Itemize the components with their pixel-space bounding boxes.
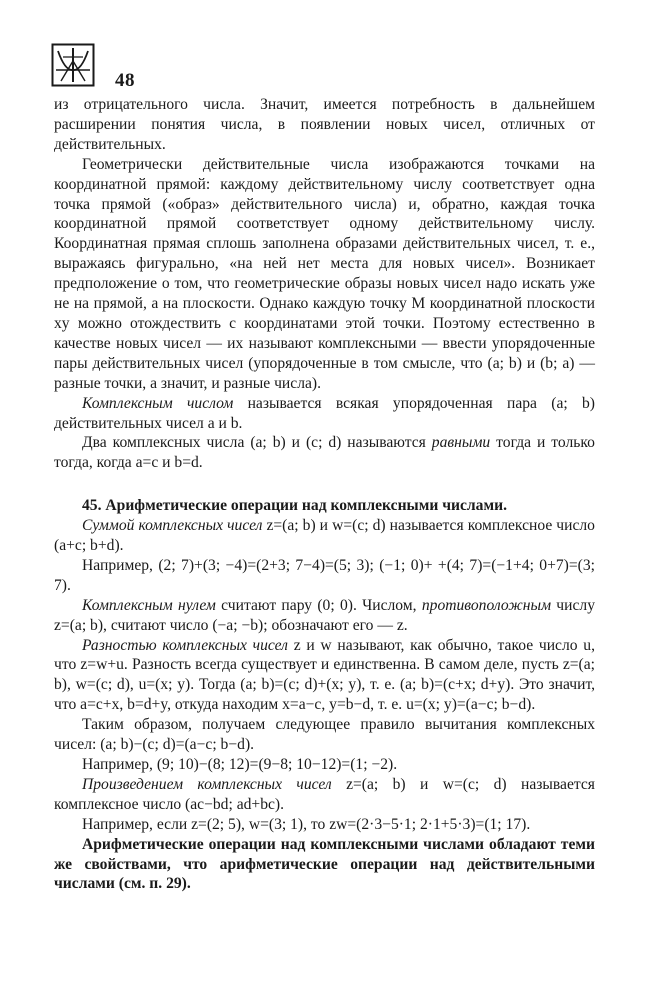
paragraph-difference-example: Например, (9; 10)−(8; 12)=(9−8; 10−12)=(1; −2). — [82, 756, 398, 773]
term-product: Произведением комплексных чисел — [82, 775, 332, 793]
paragraph-sum-definition — [54, 516, 595, 556]
zero-text: считают пару (0; 0). Числом, — [215, 596, 422, 614]
term-opposite: противоположным — [421, 596, 552, 614]
paragraph-equality — [54, 433, 595, 473]
page-text — [54, 95, 595, 894]
paragraph-difference-rule: Таким образом, получаем следующее правило вычитания комплексных чисел: (a; b)−(c; d)=(a−c; b−d). — [54, 716, 595, 754]
term-zero: Комплексным нулем — [82, 596, 216, 614]
book-emblem-icon — [51, 43, 95, 87]
product-text: z=(a; b) и w=(c; d) называется комплексное число (ac−bd; ad+bc). — [54, 775, 595, 813]
difference-text: z и w называют, как обычно, такое число u, что z=w+u. Разность всегда существует и единственна. В самом деле, пусть z=(a; b), w=(c; d), u=(x; y). Тогда (a; b)=(c; d)+(x; y), т. е. (a; b)=(c+x; d+y). Это значит, что a=c+x, b=d+y, откуда находим x=a−c, y=b−d, т. е. u=(x; y)=(a−c; b−d). — [54, 636, 595, 714]
definition-text: называется всякая упорядоченная пара (a; b) действительных чисел a и b. — [54, 394, 595, 432]
equality-text-start: Два комплексных числа (a; b) и (c; d) называются — [82, 434, 432, 452]
paragraph-geometric: Геометрически действительные числа изображаются точками на координатной прямой: каждому действительному числу соответствует одна точка прямой («образ» действительного числа) и, обратно, каждая точка координатной прямой соответствует одному действительному числу. Координатная прямая сплошь заполнена образами действительных чисел, т. е., выражаясь фигурально, «на ней нет места для новых чисел». Возникает предположение о том, что геометрические образы новых чисел надо искать уже не на прямой, а на плоскости. Однако каждую точку M координатной плоскости xy можно отождествить с координатами этой точки. Поэтому естественно в качестве новых чисел — их называют комплексными — ввести упорядоченные пары действительных чисел (упорядоченные в том смысле, что (a; b) и (b; a) — разные точки, а значит, и разные числа). — [54, 155, 595, 392]
term-difference: Разностью комплексных чисел — [82, 636, 288, 654]
paragraph-product-definition — [54, 775, 595, 815]
paragraph-properties: Арифметические операции над комплексными числами обладают теми же свойствами, что арифметические операции над действительными числами (см. п. 29). — [54, 835, 595, 893]
section-heading: 45. Арифметические операции над комплексными числами. — [82, 497, 507, 515]
paragraph-sum-example: Например, (2; 7)+(3; −4)=(2+3; 7−4)=(5; 3); (−1; 0)+ +(4; 7)=(−1+4; 0+7)=(3; 7). — [54, 556, 595, 594]
term-equal: равными — [431, 434, 491, 452]
paragraph-continuation: из отрицательного числа. Значит, имеется потребность в дальнейшем расширении понятия числа, в появлении новых чисел, отличных от действительных. — [54, 96, 595, 153]
sum-text: z=(a; b) и w=(c; d) называется комплексное число (a+c; b+d). — [54, 517, 595, 555]
paragraph-difference — [54, 636, 595, 716]
paragraph-definition-complex — [54, 394, 595, 434]
term-complex-number: Комплексным числом — [82, 394, 234, 412]
equality-text-rest: тогда и только тогда, когда a=c и b=d. — [54, 434, 595, 472]
term-sum: Суммой комплексных чисел — [82, 517, 263, 535]
paragraph-zero-opposite — [54, 596, 595, 636]
opposite-text: числу z=(a; b), считают число (−a; −b); обозначают его — z. — [54, 596, 595, 634]
paragraph-product-example: Например, если z=(2; 5), w=(3; 1), то zw=(2·3−5·1; 2·1+5·3)=(1; 17). — [82, 815, 531, 833]
page-number: 48 — [115, 70, 135, 91]
